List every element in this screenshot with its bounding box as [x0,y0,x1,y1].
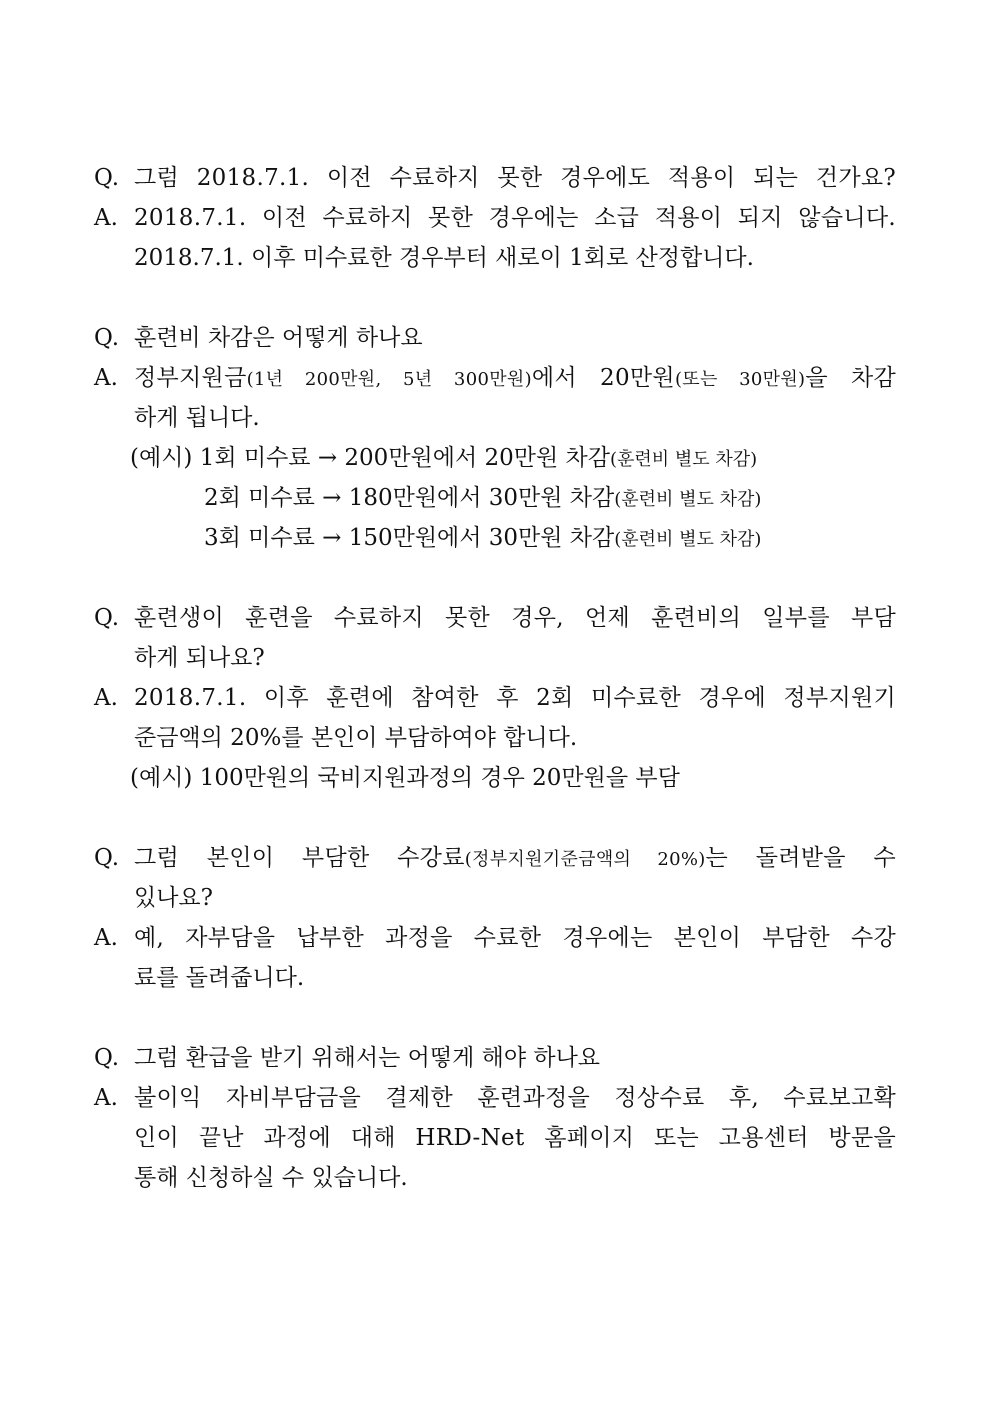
example-main: 1회 미수료 → 200만원에서 20만원 차감 [199,445,610,471]
answer-tag: A. [94,925,118,951]
answer-text: 2018.7.1. 이후 미수료한 경우부터 새로이 1회로 산정합니다. [134,245,754,271]
question-tag: Q. [94,605,120,631]
answer-line [0,198,992,238]
answer-line [0,958,992,998]
question-line [0,1038,992,1078]
answer-line [0,1118,992,1158]
question-tag: Q. [94,845,120,871]
question-line [0,838,992,878]
answer-text: 2018.7.1. 이전 수료하지 못한 경우에는 소급 적용이 되지 않습니다. [134,205,896,231]
example-note: (훈련비 별도 차감) [614,489,762,510]
example-note: (훈련비 별도 차감) [614,529,762,550]
answer-text: 인이 끝난 과정에 대해 HRD-Net 홈페이지 또는 고용센터 방문을 [134,1125,896,1151]
question-text: 그럼 2018.7.1. 이전 수료하지 못한 경우에도 적용이 되는 건가요? [134,165,896,191]
example-line [0,758,992,798]
question-text: 훈련비 차감은 어떻게 하나요 [134,325,423,351]
example-line [0,518,992,558]
answer-tag: A. [94,205,118,231]
question-line [0,158,992,198]
example-text [130,438,757,480]
question-text-part: 그럼 본인이 부담한 수강료 [134,845,465,871]
example-text [204,518,761,560]
question-text: 있나요? [134,885,213,911]
question-tag: Q. [94,165,120,191]
answer-line [0,358,992,398]
question-tag: Q. [94,1045,120,1071]
answer-text-part: 을 차감 [805,365,896,391]
answer-line [0,678,992,718]
question-small-text: (정부지원기준금액의 20%) [464,849,706,870]
question-tag: Q. [94,325,120,351]
answer-line [0,918,992,958]
answer-text: 예, 자부담을 납부한 과정을 수료한 경우에는 본인이 부담한 수강 [134,925,896,951]
question-line [0,878,992,918]
example-line [0,438,992,478]
answer-small-text: (또는 30만원) [674,369,806,390]
answer-line [0,1158,992,1198]
answer-text: 료를 돌려줍니다. [134,965,305,991]
answer-line [0,398,992,438]
answer-text-part: 정부지원금 [134,365,247,391]
answer-tag: A. [94,365,118,391]
answer-text: 통해 신청하실 수 있습니다. [134,1165,408,1191]
question-text [134,838,896,878]
example-text: (예시) 100만원의 국비지원과정의 경우 20만원을 부담 [130,765,680,791]
question-text: 하게 되나요? [134,645,265,671]
question-line [0,638,992,678]
question-line [0,318,992,358]
answer-tag: A. [94,1085,118,1111]
example-line [0,478,992,518]
answer-text [134,358,896,398]
answer-small-text: (1년 200만원, 5년 300만원) [246,369,532,390]
question-text: 그럼 환급을 받기 위해서는 어떻게 해야 하나요 [134,1045,601,1071]
example-main: 2회 미수료 → 180만원에서 30만원 차감 [204,485,615,511]
example-prefix: (예시) [130,445,200,471]
question-line [0,598,992,638]
answer-text: 준금액의 20%를 본인이 부담하여야 합니다. [134,725,578,751]
example-text [204,478,761,520]
answer-text: 불이익 자비부담금을 결제한 훈련과정을 정상수료 후, 수료보고확 [134,1085,896,1111]
answer-tag: A. [94,685,118,711]
example-main: 3회 미수료 → 150만원에서 30만원 차감 [204,525,615,551]
example-note: (훈련비 별도 차감) [609,449,758,470]
question-text-part: 는 돌려받을 수 [705,845,896,871]
question-text: 훈련생이 훈련을 수료하지 못한 경우, 언제 훈련비의 일부를 부담 [134,605,896,631]
answer-text: 2018.7.1. 이후 훈련에 참여한 후 2회 미수료한 경우에 정부지원기 [134,685,896,711]
answer-line [0,1078,992,1118]
answer-line [0,718,992,758]
answer-text: 하게 됩니다. [134,405,260,431]
answer-line [0,238,992,278]
answer-text-part: 에서 20만원 [531,365,675,391]
